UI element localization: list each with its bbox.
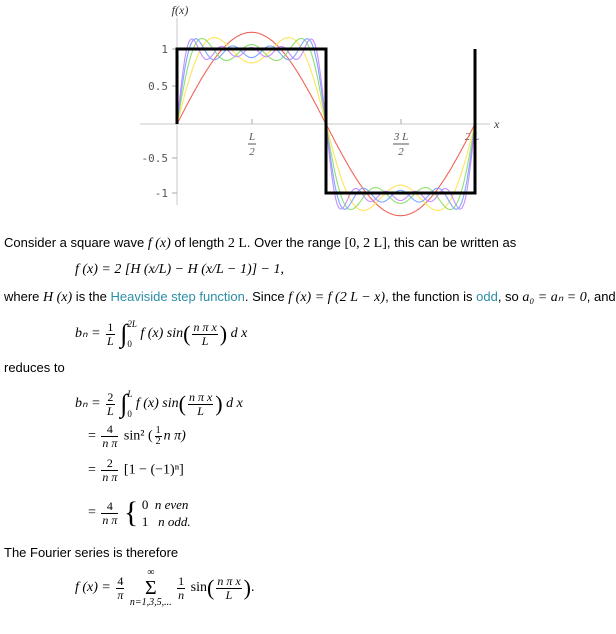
cases-brace: {: [123, 496, 139, 529]
bn-fraction: $\frac{1}{L}$: [107, 319, 114, 348]
integral-sign: ∫: [120, 319, 128, 348]
summation: ∞ Σ n=1,3,5,...: [129, 567, 172, 608]
y-tick-label--0.5: -0.5: [141, 152, 168, 165]
equation-fourier-series: f (x) = $\frac{4}{\pi}$ ∞ Σ n=1,3,5,... $\frac{1}{n}$ sin( $\frac{\text{n π x}}{L}$ ).: [75, 567, 255, 608]
p1-text-d: , this can be written as: [386, 235, 517, 250]
p2-text-c: . Since: [244, 289, 289, 304]
p1-text-c: . Over the range: [246, 235, 345, 250]
x-axis-label: x: [494, 117, 500, 131]
y-tick-label-0.5: 0.5: [148, 80, 168, 93]
bn-dx: d x: [230, 326, 248, 342]
x-tick-label-3L2-den: 2: [398, 146, 404, 158]
odd-link[interactable]: odd: [476, 289, 498, 304]
p2-coefficients: a₀ = aₙ = 0: [522, 290, 587, 305]
x-tick-label-L2-num: L: [248, 131, 256, 143]
bn-lhs: bₙ =: [75, 326, 101, 342]
bn-arg-fraction: $\frac{\text{n π x}}{L}$: [193, 319, 217, 348]
p2-text-b: is the: [72, 289, 111, 304]
paragraph-fourier-series: The Fourier series is therefore: [4, 545, 179, 560]
cases: 0 n even 1 n odd.: [141, 497, 191, 529]
square-wave-line: [177, 49, 475, 193]
equation-reduce-line4: = $\frac{4}{\text{n π}}$ { 0 n even 1 n odd.: [88, 496, 191, 529]
x-tick-label-L2-den: 2: [249, 146, 255, 158]
paragraph-intro: [4, 235, 516, 252]
p2-hx: H (x): [43, 290, 73, 305]
equation-reduce-line3: = $\frac{2}{\text{n π}}$ [1 − (−1)ⁿ]: [88, 456, 184, 484]
paragraph-heaviside: [4, 289, 616, 306]
p1-fx: f (x): [147, 236, 171, 251]
x-tick-label-3L2-num: 3 L: [393, 131, 409, 143]
equation-square-wave: f (x) = 2 [H (x/L) − H (x/L − 1)] − 1,: [75, 262, 285, 277]
y-tick-label--1: -1: [154, 187, 168, 200]
fourier-plot: [0, 0, 600, 225]
p1-range: [0, 2 L]: [344, 236, 387, 251]
p1-text-a: Consider a square wave: [4, 235, 148, 250]
p1-text-b: of length: [170, 235, 228, 250]
y-axis-label: f(x): [171, 3, 189, 17]
bn-body: f (x) sin: [140, 326, 184, 342]
p2-text-e: , so: [497, 289, 523, 304]
p2-text-d: , the function is: [385, 289, 477, 304]
p2-text-a: where: [4, 289, 44, 304]
p2-text-f: , and: [586, 289, 616, 304]
p1-length: 2 L: [227, 236, 247, 251]
p2-symmetry: f (x) = f (2 L − x): [288, 290, 386, 305]
equation-reduce-line1: bₙ = $\frac{2}{L}$ ∫ L 0 f (x) sin( $\frac{\text{n π x}}{L}$ ) d x: [75, 389, 243, 419]
equation-bn-integral: bₙ = $\frac{1}{L}$ ∫ 2L 0 f (x) sin( $\frac{\text{n π x}}{L}$ ) d x: [75, 319, 248, 349]
y-tick-label-1: 1: [161, 43, 168, 56]
x-tick-label-2L: 2 L: [464, 131, 480, 143]
paragraph-reduces: reduces to: [4, 360, 65, 375]
heaviside-link[interactable]: Heaviside step function: [110, 289, 245, 304]
equation-reduce-line2: = $\frac{4}{\text{n π}}$ sin² ( $\frac{1}{2}$ n π): [88, 422, 186, 450]
